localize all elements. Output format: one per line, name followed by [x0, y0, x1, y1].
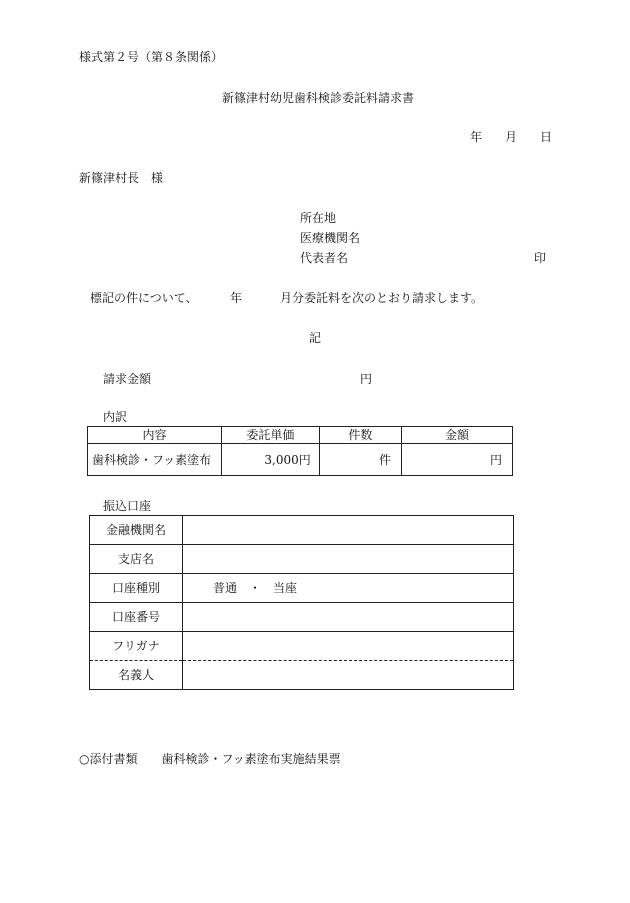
date-year: 年: [470, 130, 483, 144]
row-amount-field[interactable]: 円: [402, 444, 513, 476]
representative-label: 代表者名: [300, 251, 349, 265]
breakdown-heading: 内訳: [103, 410, 128, 424]
intro-year: 年: [230, 291, 243, 305]
bank-row-branch: [90, 545, 514, 574]
addressee: 新篠津村長 様: [79, 171, 164, 185]
date-month: 月: [505, 130, 518, 144]
ki-mark: 記: [309, 331, 322, 345]
bank-account-type-label: 口座種別: [90, 574, 183, 603]
bank-row-holder: [90, 661, 514, 690]
header-amount: 金額: [402, 427, 513, 444]
bank-row-institution: [90, 516, 514, 545]
intro-text: 標記の件について、: [90, 291, 198, 305]
header-content: 内容: [88, 427, 222, 444]
bank-account-number-label: 口座番号: [90, 603, 183, 632]
bank-holder-field[interactable]: [183, 661, 514, 690]
row-count-field[interactable]: 件: [319, 444, 401, 476]
bank-row-account-number: [90, 603, 514, 632]
institution-label: 医療機関名: [300, 231, 361, 245]
row-unit-price: 3,000円: [222, 444, 320, 476]
header-count: 件数: [319, 427, 401, 444]
row-content: 歯科検診・フッ素塗布: [88, 444, 222, 476]
bank-furigana-field[interactable]: [183, 632, 514, 661]
amount-unit: 円: [360, 372, 373, 386]
bank-holder-label: 名義人: [90, 661, 183, 690]
breakdown-header-row: [88, 427, 513, 444]
bank-branch-label: 支店名: [90, 545, 183, 574]
document-title: 新篠津村幼児歯科検診委託料請求書: [222, 91, 415, 105]
form-number: 様式第２号（第８条関係）: [79, 50, 224, 64]
bank-institution-label: 金融機関名: [90, 516, 183, 545]
intro-text-2: 月分委託料を次のとおり請求します。: [280, 291, 484, 305]
address-label: 所在地: [300, 211, 337, 225]
header-unit-price: 委託単価: [222, 427, 320, 444]
amount-label: 請求金額: [103, 372, 152, 386]
bank-row-furigana: [90, 632, 514, 661]
bank-account-type-options[interactable]: 普通 ・ 当座: [183, 574, 514, 603]
breakdown-table: [87, 426, 513, 476]
attachment-note: ○添付書類 歯科検診・フッ素塗布実施結果票: [79, 752, 341, 766]
bank-furigana-label: フリガナ: [90, 632, 183, 661]
bank-heading: 振込口座: [103, 499, 152, 513]
seal-mark: 印: [534, 251, 547, 265]
breakdown-row: [88, 444, 513, 476]
bank-institution-field[interactable]: [183, 516, 514, 545]
bank-row-account-type: [90, 574, 514, 603]
date-day: 日: [540, 130, 553, 144]
bank-branch-field[interactable]: [183, 545, 514, 574]
bank-account-table: [89, 515, 514, 690]
bank-account-number-field[interactable]: [183, 603, 514, 632]
